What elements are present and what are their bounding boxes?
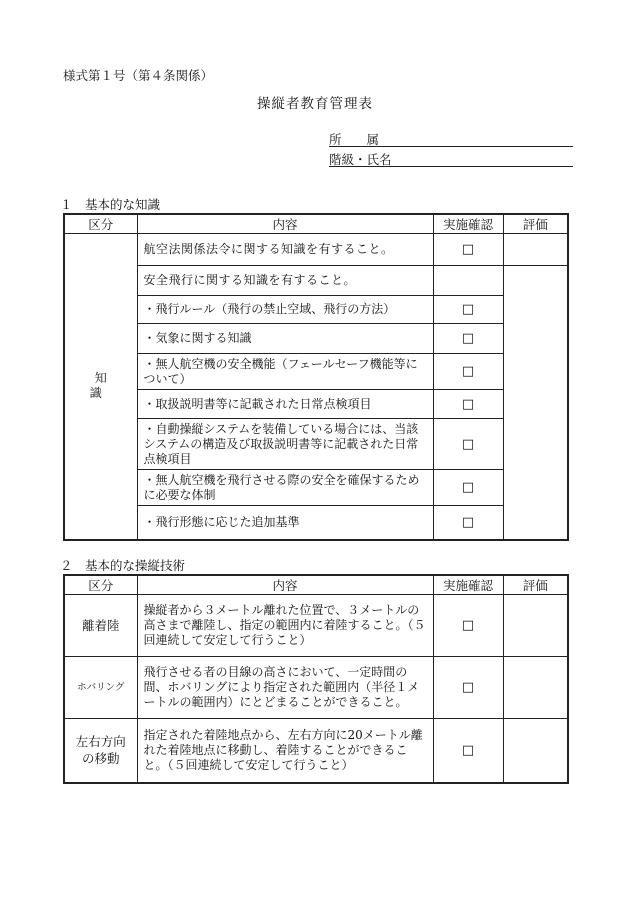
check-box[interactable]: □ [433,506,503,540]
content-cell: ・取扱説明書等に記載された日常点検項目 [137,390,433,419]
table-row [64,419,568,470]
check-box[interactable]: □ [433,324,503,354]
affiliation-field[interactable] [329,130,573,147]
table-row [64,657,568,719]
category-cell [64,234,137,540]
table-header-row [64,575,568,595]
table-row [64,506,568,540]
section1-title: １ 基本的な知識 [60,197,161,212]
table-row [64,390,568,419]
header-evaluation: 評価 [503,214,568,234]
category-label: 知 識 [89,371,139,401]
section2-title: ２ 基本的な操縦技術 [60,558,186,573]
evaluation-cell[interactable] [503,266,568,540]
evaluation-cell[interactable] [503,234,568,266]
form-number: 様式第１号（第４条関係） [63,68,214,83]
header-content: 内容 [137,575,433,595]
header-evaluation: 評価 [503,575,568,595]
content-cell: ・無人航空機の安全機能（フェールセーフ機能等について） [137,354,433,390]
rank-name-label: 階級・氏名 [329,152,392,167]
document-title: 操縦者教育管理表 [257,96,373,112]
check-box[interactable]: □ [433,719,503,783]
check-box[interactable]: □ [433,419,503,470]
check-box[interactable]: □ [433,595,503,657]
rank-name-field[interactable] [329,150,573,167]
table-header-row [64,214,568,234]
content-cell: ・自動操縦システムを装備している場合には、当該システムの構造及び取扱説明書等に記載された日常点検項目 [137,419,433,470]
table-row [64,324,568,354]
header-check: 実施確認 [433,575,503,595]
header-content: 内容 [137,214,433,234]
knowledge-table [63,213,569,541]
content-cell: 安全飛行に関する知識を有すること。 [137,266,433,296]
evaluation-cell[interactable] [503,657,568,719]
table-row [64,266,568,296]
table-row [64,470,568,506]
check-box[interactable]: □ [433,234,503,266]
table-row [64,296,568,324]
check-box[interactable]: □ [433,296,503,324]
check-box[interactable]: □ [433,354,503,390]
category-cell: ホバリング [64,657,137,719]
header-category: 区分 [64,575,137,595]
category-cell: 離着陸 [64,595,137,657]
table-row [64,354,568,390]
affiliation-label: 所 属 [329,132,380,147]
content-cell: ・気象に関する知識 [137,324,433,354]
table-row [64,234,568,266]
check-cell [433,266,503,296]
check-box[interactable]: □ [433,470,503,506]
content-cell: 航空法関係法令に関する知識を有すること。 [137,234,433,266]
evaluation-cell[interactable] [503,595,568,657]
category-cell: 左右方向の移動 [64,719,137,783]
content-cell: ・無人航空機を飛行させる際の安全を確保するために必要な体制 [137,470,433,506]
header-check: 実施確認 [433,214,503,234]
content-cell: ・飛行形態に応じた追加基準 [137,506,433,540]
content-cell: ・飛行ルール（飛行の禁止空域、飛行の方法） [137,296,433,324]
table-row [64,719,568,783]
check-box[interactable]: □ [433,390,503,419]
evaluation-cell[interactable] [503,719,568,783]
content-cell: 指定された着陸地点から、左右方向に20メートル離れた着陸地点に移動し、着陸することができること。（５回連続して安定して行うこと） [137,719,433,783]
header-category: 区分 [64,214,137,234]
table-row [64,595,568,657]
content-cell: 操縦者から３メートル離れた位置で、３メートルの高さまで離陸し、指定の範囲内に着陸すること。（５回連続して安定して行うこと） [137,595,433,657]
check-box[interactable]: □ [433,657,503,719]
skills-table [63,574,569,784]
content-cell: 飛行させる者の目線の高さにおいて、一定時間の間、ホバリングにより指定された範囲内（半径１メートルの範囲内）にとどまることができること。 [137,657,433,719]
